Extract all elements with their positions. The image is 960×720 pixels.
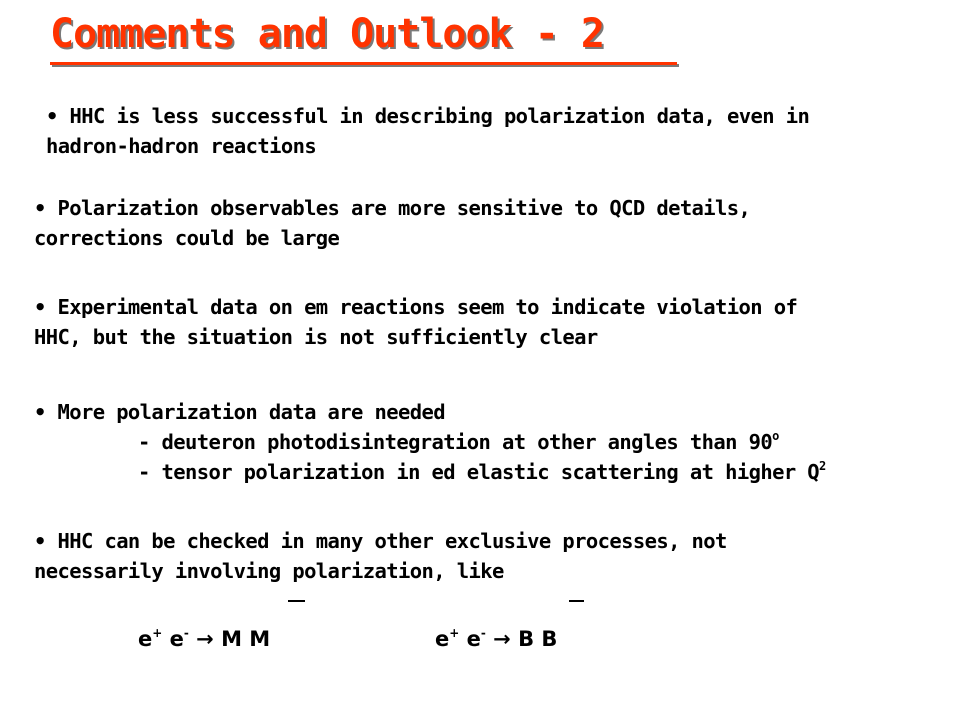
equation-baryon-pair <box>435 624 557 654</box>
sub-item-deuteron <box>34 427 826 457</box>
eq-electron: e <box>459 627 481 651</box>
eq-electron: e <box>162 627 184 651</box>
bullet-line: • Experimental data on em reactions seem to indicate violation of <box>34 295 798 319</box>
bullet-hhc-checked <box>34 526 727 586</box>
bullet-line: • HHC can be checked in many other exclusive processes, not <box>34 529 727 553</box>
bullet-polarization-observables <box>34 193 750 253</box>
equation-meson-pair <box>138 624 270 654</box>
antiparticle-overline <box>569 600 584 602</box>
bullet-more-polarization-data <box>34 397 826 487</box>
sub-item-text: - tensor polarization in ed elastic scattering at higher Q <box>138 460 820 484</box>
bullet-line: HHC, but the situation is not sufficiently clear <box>34 325 598 349</box>
bullet-line: • More polarization data are needed <box>34 400 445 424</box>
eq-charge: - <box>183 626 189 640</box>
eq-antiparticle: M <box>249 627 271 651</box>
eq-electron: e <box>138 627 153 651</box>
bullet-line: • HHC is less successful in describing polarization data, even in <box>46 104 810 128</box>
sub-item-text: - deuteron photodisintegration at other angles than 90 <box>138 430 773 454</box>
eq-charge: + <box>449 626 460 640</box>
bullet-line: necessarily involving polarization, like <box>34 559 504 583</box>
q-squared-superscript: 2 <box>819 459 826 473</box>
bullet-line: corrections could be large <box>34 226 340 250</box>
eq-electron: e <box>435 627 450 651</box>
eq-charge: + <box>152 626 163 640</box>
eq-particle: B <box>518 627 535 651</box>
eq-charge: - <box>480 626 486 640</box>
arrow-icon: → <box>188 627 222 651</box>
eq-particle: M <box>221 627 242 651</box>
arrow-icon: → <box>485 627 519 651</box>
eq-antiparticle: B <box>541 627 558 651</box>
antiparticle-overline <box>288 600 305 602</box>
degree-superscript: o <box>772 429 779 443</box>
bullet-line: hadron-hadron reactions <box>46 134 317 158</box>
title-underline <box>50 62 677 65</box>
slide-title: Comments and Outlook - 2 <box>50 11 604 57</box>
bullet-line: • Polarization observables are more sensitive to QCD details, <box>34 196 751 220</box>
bullet-hhc-polarization <box>46 101 809 161</box>
bullet-experimental-data <box>34 292 797 352</box>
sub-item-tensor <box>34 457 826 487</box>
